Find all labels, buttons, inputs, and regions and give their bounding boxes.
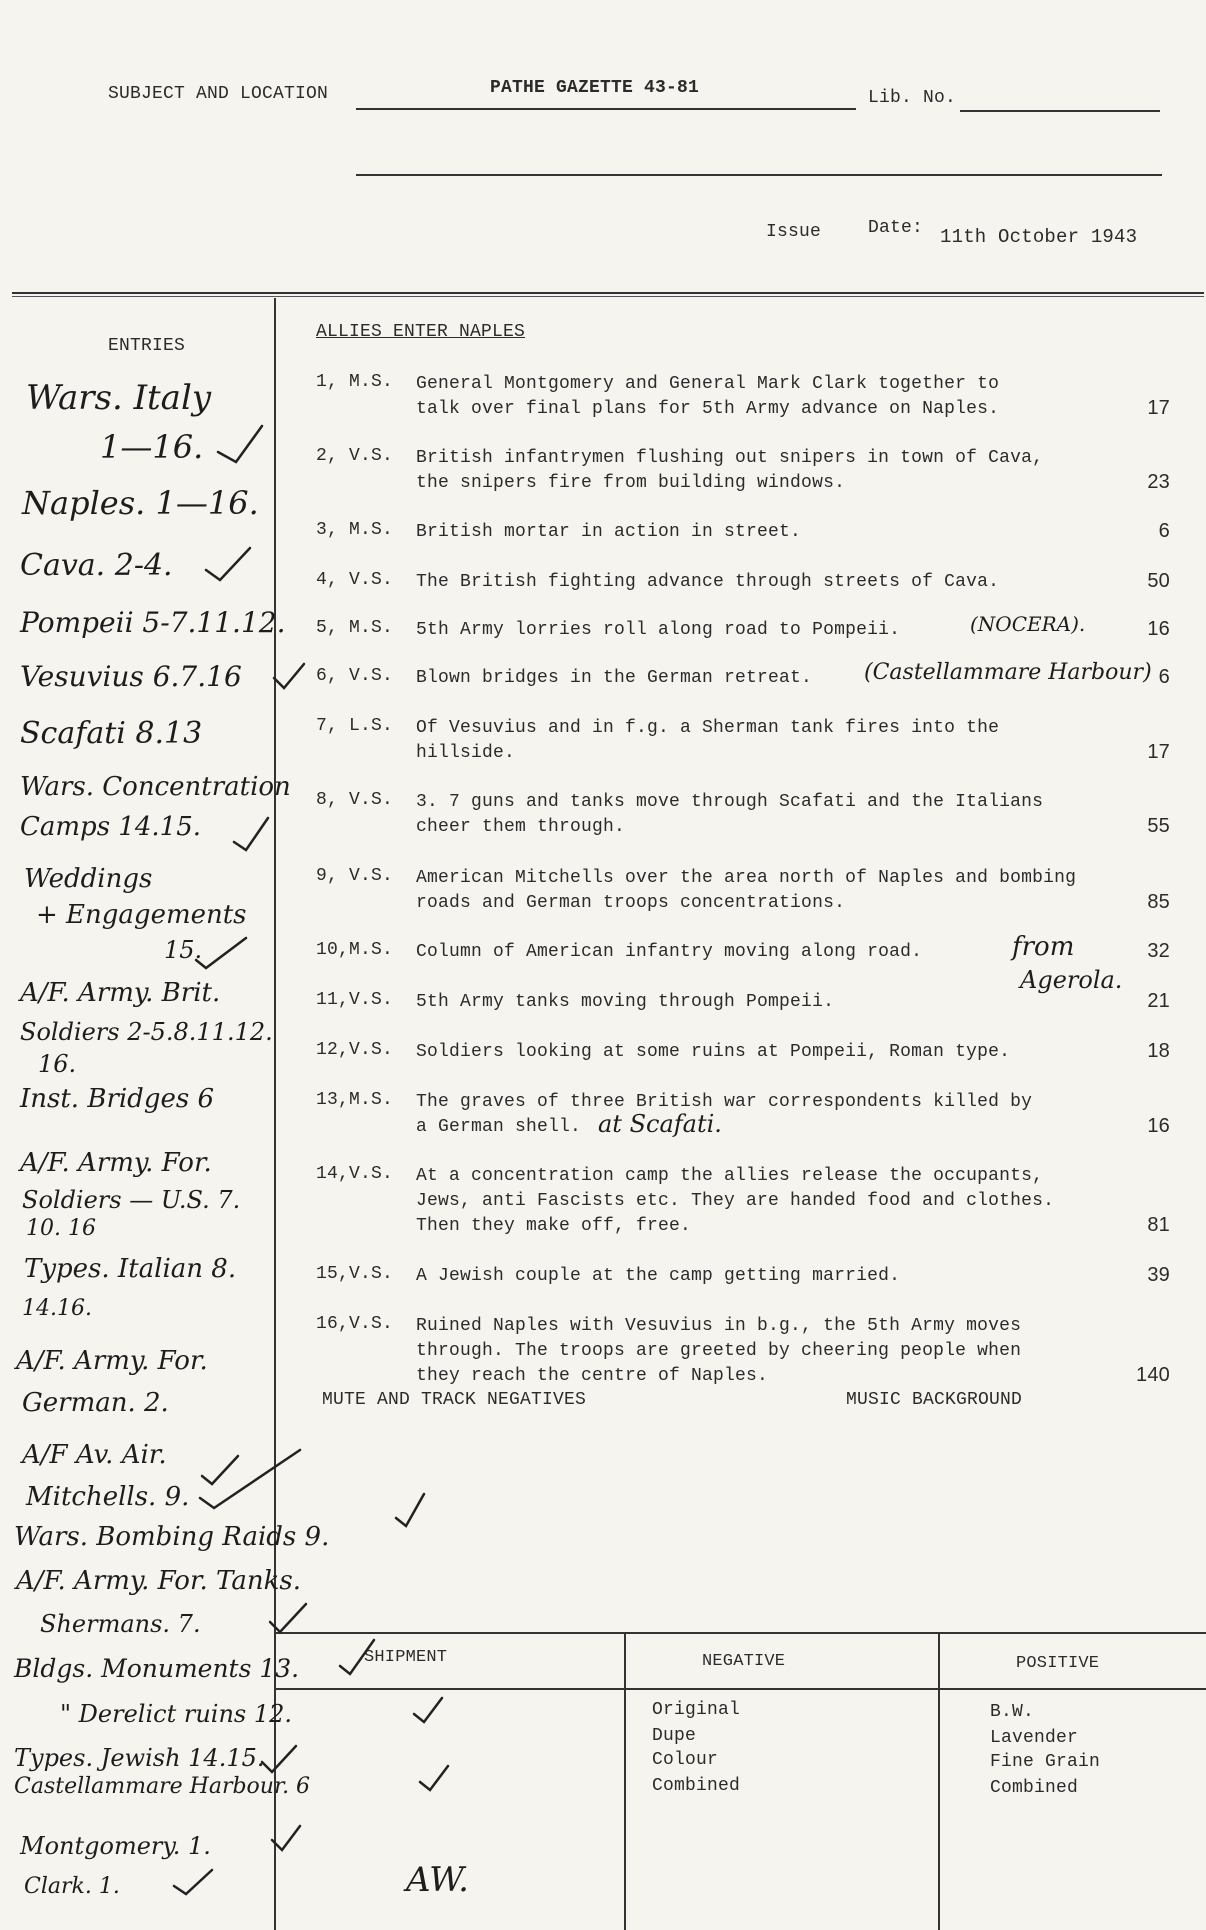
check-icon <box>414 1698 442 1722</box>
shot-duration: 17 <box>1147 397 1170 419</box>
check-icon <box>262 1746 296 1772</box>
index-note: Weddings <box>24 864 153 894</box>
hand-addition-castellammare: (Castellammare Harbour) <box>864 660 1152 685</box>
column-divider <box>274 298 276 1930</box>
index-note: Scafati 8.13 <box>20 716 203 751</box>
index-note: A/F. Army. For. <box>20 1148 212 1178</box>
table-col-divider-2 <box>938 1632 940 1930</box>
positive-item: Lavender <box>990 1728 1079 1748</box>
section-heading: ALLIES ENTER NAPLES <box>316 322 526 342</box>
index-note: Vesuvius 6.7.16 <box>20 660 242 693</box>
shot-number: 2, V.S. <box>316 446 394 466</box>
shipment-label: SHIPMENT <box>364 1648 448 1667</box>
shot-description: At a concentration camp the allies release the occupants, Jews, anti Fascists etc. They are handed food and clothes. Then they make off, free. <box>416 1166 1055 1236</box>
check-icon <box>234 818 268 850</box>
shot-description: 3. 7 guns and tanks move through Scafati and the Italians cheer them through. <box>416 792 1044 837</box>
mute-track-label: MUTE AND TRACK NEGATIVES <box>322 1390 587 1410</box>
index-note: Shermans. 7. <box>40 1610 201 1638</box>
index-note: + Engagements <box>36 900 247 930</box>
shot-duration: 39 <box>1147 1264 1170 1286</box>
index-note: Clark. 1. <box>24 1874 120 1899</box>
shot-duration: 6 <box>1158 666 1170 688</box>
shot-number: 1, M.S. <box>316 372 394 392</box>
shot-description: The British fighting advance through streets of Cava. <box>416 572 1000 592</box>
index-note: Soldiers 2-5.8.11.12. <box>20 1018 273 1046</box>
shot-number: 14,V.S. <box>316 1164 394 1184</box>
subject-line-2 <box>356 174 1162 176</box>
index-note: Pompeii 5-7.11.12. <box>20 606 286 639</box>
lib-no-label: Lib. No. <box>868 88 957 108</box>
check-icon <box>218 426 262 462</box>
frame-top-rule <box>12 292 1204 294</box>
index-note: 14.16. <box>22 1296 92 1321</box>
shot-number: 11,V.S. <box>316 990 394 1010</box>
shot-description: A Jewish couple at the camp getting married. <box>416 1266 901 1286</box>
negative-item: Colour <box>652 1750 719 1770</box>
check-icon <box>202 1456 238 1484</box>
shot-number: 8, V.S. <box>316 790 394 810</box>
check-icon <box>274 664 304 688</box>
positive-label: POSITIVE <box>1016 1654 1100 1673</box>
negative-item: Original <box>652 1700 741 1720</box>
index-note: Types. Jewish 14.15. <box>14 1744 265 1772</box>
positive-item: Fine Grain <box>990 1752 1101 1772</box>
index-note: Camps 14.15. <box>20 812 201 842</box>
check-icon <box>196 938 246 968</box>
shot-number: 13,M.S. <box>316 1090 394 1110</box>
negative-item: Combined <box>652 1776 741 1796</box>
index-note: Castellammare Harbour. 6 <box>14 1774 311 1799</box>
shot-description: Soldiers looking at some ruins at Pompeii, Roman type. <box>416 1042 1011 1062</box>
table-header-rule <box>276 1688 1206 1690</box>
index-note: 15. <box>164 936 203 964</box>
check-icon <box>396 1494 424 1526</box>
shot-duration: 23 <box>1147 471 1170 493</box>
date-label: Date: <box>868 218 924 238</box>
shot-number: 3, M.S. <box>316 520 394 540</box>
frame-top-rule-2 <box>12 296 1204 297</box>
shot-duration: 140 <box>1136 1364 1170 1386</box>
positive-item: B.W. <box>990 1702 1035 1722</box>
shot-duration: 85 <box>1147 891 1170 913</box>
index-note: Naples. 1—16. <box>22 484 259 522</box>
index-note: Soldiers — U.S. 7. <box>22 1186 241 1214</box>
shot-number: 5, M.S. <box>316 618 394 638</box>
shot-duration: 32 <box>1147 940 1170 962</box>
index-note: A/F. Army. For. Tanks. <box>16 1566 301 1596</box>
shot-number: 10,M.S. <box>316 940 394 960</box>
shot-description: Of Vesuvius and in f.g. a Sherman tank fires into the hillside. <box>416 718 1000 763</box>
lib-line <box>960 110 1160 112</box>
shot-description: General Montgomery and General Mark Clark together to talk over final plans for 5th Army advance on Naples. <box>416 374 1000 419</box>
positive-item: Combined <box>990 1778 1079 1798</box>
check-icon <box>206 548 250 580</box>
index-note: Inst. Bridges 6 <box>20 1084 215 1114</box>
index-note: Types. Italian 8. <box>24 1254 237 1284</box>
shot-duration: 16 <box>1147 618 1170 640</box>
shot-number: 4, V.S. <box>316 570 394 590</box>
index-note: 10. 16 <box>26 1216 96 1241</box>
shot-description: British infantrymen flushing out snipers in town of Cava, the snipers fire from building windows. <box>416 448 1044 493</box>
shot-duration: 55 <box>1147 815 1170 837</box>
negative-item: Dupe <box>652 1726 697 1746</box>
check-icon <box>174 1870 212 1894</box>
shot-description: American Mitchells over the area north of Naples and bombing roads and German troops concentrations. <box>416 868 1077 913</box>
shot-duration: 81 <box>1147 1214 1170 1236</box>
document-title: PATHE GAZETTE 43-81 <box>490 78 700 98</box>
index-note: Bldgs. Monuments 13. <box>14 1654 300 1683</box>
hand-addition-from: from <box>1012 932 1075 962</box>
entries-label: ENTRIES <box>108 336 186 356</box>
hand-addition-scafati: at Scafati. <box>598 1110 722 1138</box>
index-note: 1—16. <box>100 428 204 466</box>
index-note: Wars. Bombing Raids 9. <box>14 1522 330 1552</box>
negative-label: NEGATIVE <box>702 1652 786 1671</box>
check-icon <box>200 1450 300 1508</box>
shot-duration: 18 <box>1147 1040 1170 1062</box>
hand-addition-nocera: (NOCERA). <box>970 612 1086 636</box>
shot-description: Blown bridges in the German retreat. <box>416 668 813 688</box>
shot-number: 16,V.S. <box>316 1314 394 1334</box>
issue-label: Issue <box>766 222 822 242</box>
hand-addition-agerola: Agerola. <box>1020 966 1123 994</box>
shot-description: Ruined Naples with Vesuvius in b.g., the 5th Army moves through. The troops are greeted by cheering people when they reach the centre of Naples. <box>416 1316 1022 1386</box>
index-note: Montgomery. 1. <box>20 1832 211 1860</box>
shot-description: The graves of three British war correspondents killed by a German shell. <box>416 1092 1033 1137</box>
shot-number: 12,V.S. <box>316 1040 394 1060</box>
index-note: German. 2. <box>22 1388 169 1418</box>
shot-number: 9, V.S. <box>316 866 394 886</box>
shot-duration: 16 <box>1147 1115 1170 1137</box>
date-value: 11th October 1943 <box>940 226 1138 248</box>
index-note: A/F Av. Air. <box>22 1440 167 1470</box>
index-note: 16. <box>38 1050 77 1078</box>
index-note: Wars. Italy <box>26 378 212 418</box>
shot-duration: 6 <box>1158 520 1170 542</box>
shot-description: 5th Army lorries roll along road to Pompeii. <box>416 620 901 640</box>
table-col-divider-1 <box>624 1632 626 1930</box>
table-top-rule <box>276 1632 1206 1634</box>
check-icon <box>420 1766 448 1790</box>
initials-signature: AW. <box>406 1860 469 1900</box>
index-note: Cava. 2-4. <box>20 548 173 583</box>
subject-location-label: SUBJECT AND LOCATION <box>108 84 329 104</box>
index-note: " Derelict ruins 12. <box>60 1700 293 1728</box>
shot-duration: 17 <box>1147 741 1170 763</box>
shot-number: 6, V.S. <box>316 666 394 686</box>
index-note: Mitchells. 9. <box>26 1482 190 1512</box>
index-note: A/F. Army. For. <box>16 1346 208 1376</box>
index-note: A/F. Army. Brit. <box>20 978 221 1008</box>
subject-line <box>356 108 856 110</box>
shot-description: British mortar in action in street. <box>416 522 802 542</box>
shot-number: 15,V.S. <box>316 1264 394 1284</box>
shot-duration: 50 <box>1147 570 1170 592</box>
shot-description: 5th Army tanks moving through Pompeii. <box>416 992 835 1012</box>
index-note: Wars. Concentration <box>20 772 291 802</box>
music-background-label: MUSIC BACKGROUND <box>846 1390 1023 1410</box>
shot-duration: 21 <box>1147 990 1170 1012</box>
check-icon <box>272 1826 300 1850</box>
shot-number: 7, L.S. <box>316 716 394 736</box>
shot-description: Column of American infantry moving along road. <box>416 942 923 962</box>
